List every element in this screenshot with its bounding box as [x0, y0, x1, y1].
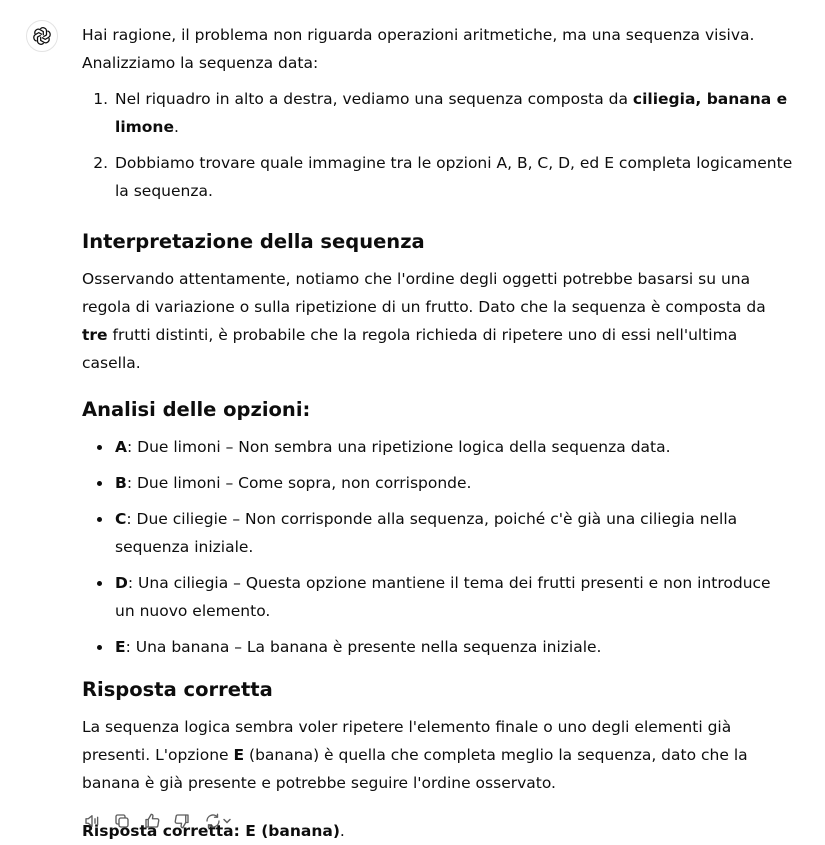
regenerate-button[interactable] [200, 809, 236, 833]
openai-logo-icon [32, 26, 52, 46]
read-aloud-icon [83, 812, 101, 830]
regenerate-icon [204, 812, 222, 830]
option-item-c [113, 505, 794, 561]
assistant-avatar [26, 20, 58, 52]
answer-bold: E [233, 746, 245, 764]
step-item [113, 85, 794, 141]
chevron-down-icon [222, 816, 232, 826]
option-text: : Una ciliegia – Questa opzione mantiene il tema dei frutti presenti e non introduce un nuovo elemento. [115, 574, 771, 620]
read-aloud-button[interactable] [80, 809, 104, 833]
option-letter: B [115, 474, 127, 492]
option-text: : Due limoni – Non sembra una ripetizione logica della sequenza data. [127, 438, 671, 456]
heading-answer: Risposta corretta [82, 678, 273, 701]
answer-text-end: (banana) è quella che completa meglio la sequenza, dato che la banana è già presente e potrebbe seguire l'ordine osservato. [82, 746, 748, 792]
step-item [113, 149, 794, 205]
step-bold-text: ciliegia, banana e limone [115, 90, 788, 136]
option-text: : Due ciliegie – Non corrisponde alla sequenza, poiché c'è già una ciliegia nella sequenza iniziale. [115, 510, 738, 556]
answer-text: La sequenza logica sembra voler ripetere l'elemento finale o uno degli elementi già presenti. L'opzione [82, 718, 732, 764]
option-letter: C [115, 510, 127, 528]
option-letter: D [115, 574, 128, 592]
steps-list [82, 85, 794, 205]
option-letter: E [115, 638, 126, 656]
copy-icon [113, 812, 131, 830]
option-text: : Una banana – La banana è presente nella sequenza iniziale. [125, 638, 602, 656]
interpretation-bold: tre [82, 326, 108, 344]
option-item-d [113, 569, 794, 625]
step-suffix: . [173, 118, 179, 136]
option-item-a [113, 433, 794, 461]
interpretation-text-end: frutti distinti, è probabile che la regola richieda di ripetere uno di essi nell'ultima casella. [82, 326, 738, 372]
interpretation-text: Osservando attentamente, notiamo che l'ordine degli oggetti potrebbe basarsi su una regola di variazione o sulla ripetizione di un frutto. Dato che la sequenza è composta da [82, 270, 766, 316]
final-answer-suffix: . [339, 822, 345, 840]
thumbs-down-button[interactable] [170, 809, 194, 833]
thumbs-up-icon [143, 812, 161, 830]
heading-options: Analisi delle opzioni: [82, 398, 311, 421]
assistant-message [82, 21, 794, 845]
message-actions [80, 809, 236, 833]
option-item-e [113, 633, 794, 661]
final-answer-bold: Risposta corretta: E (banana) [82, 822, 340, 840]
option-text: : Due limoni – Come sopra, non corrisponde. [126, 474, 472, 492]
answer-paragraph [82, 713, 794, 797]
thumbs-down-icon [173, 812, 191, 830]
step-text: Dobbiamo trovare quale immagine tra le opzioni A, B, C, D, ed E completa logicamente la sequenza. [115, 154, 793, 200]
heading-interpretation: Interpretazione della sequenza [82, 230, 425, 253]
copy-button[interactable] [110, 809, 134, 833]
interpretation-paragraph [82, 265, 794, 377]
thumbs-up-button[interactable] [140, 809, 164, 833]
option-letter: A [115, 438, 127, 456]
step-text: Nel riquadro in alto a destra, vediamo una sequenza composta da [115, 90, 633, 108]
intro-paragraph: Hai ragione, il problema non riguarda operazioni aritmetiche, ma una sequenza visiva. Analizziamo la sequenza data: [82, 26, 755, 72]
option-item-b [113, 469, 794, 497]
options-list [82, 433, 794, 661]
